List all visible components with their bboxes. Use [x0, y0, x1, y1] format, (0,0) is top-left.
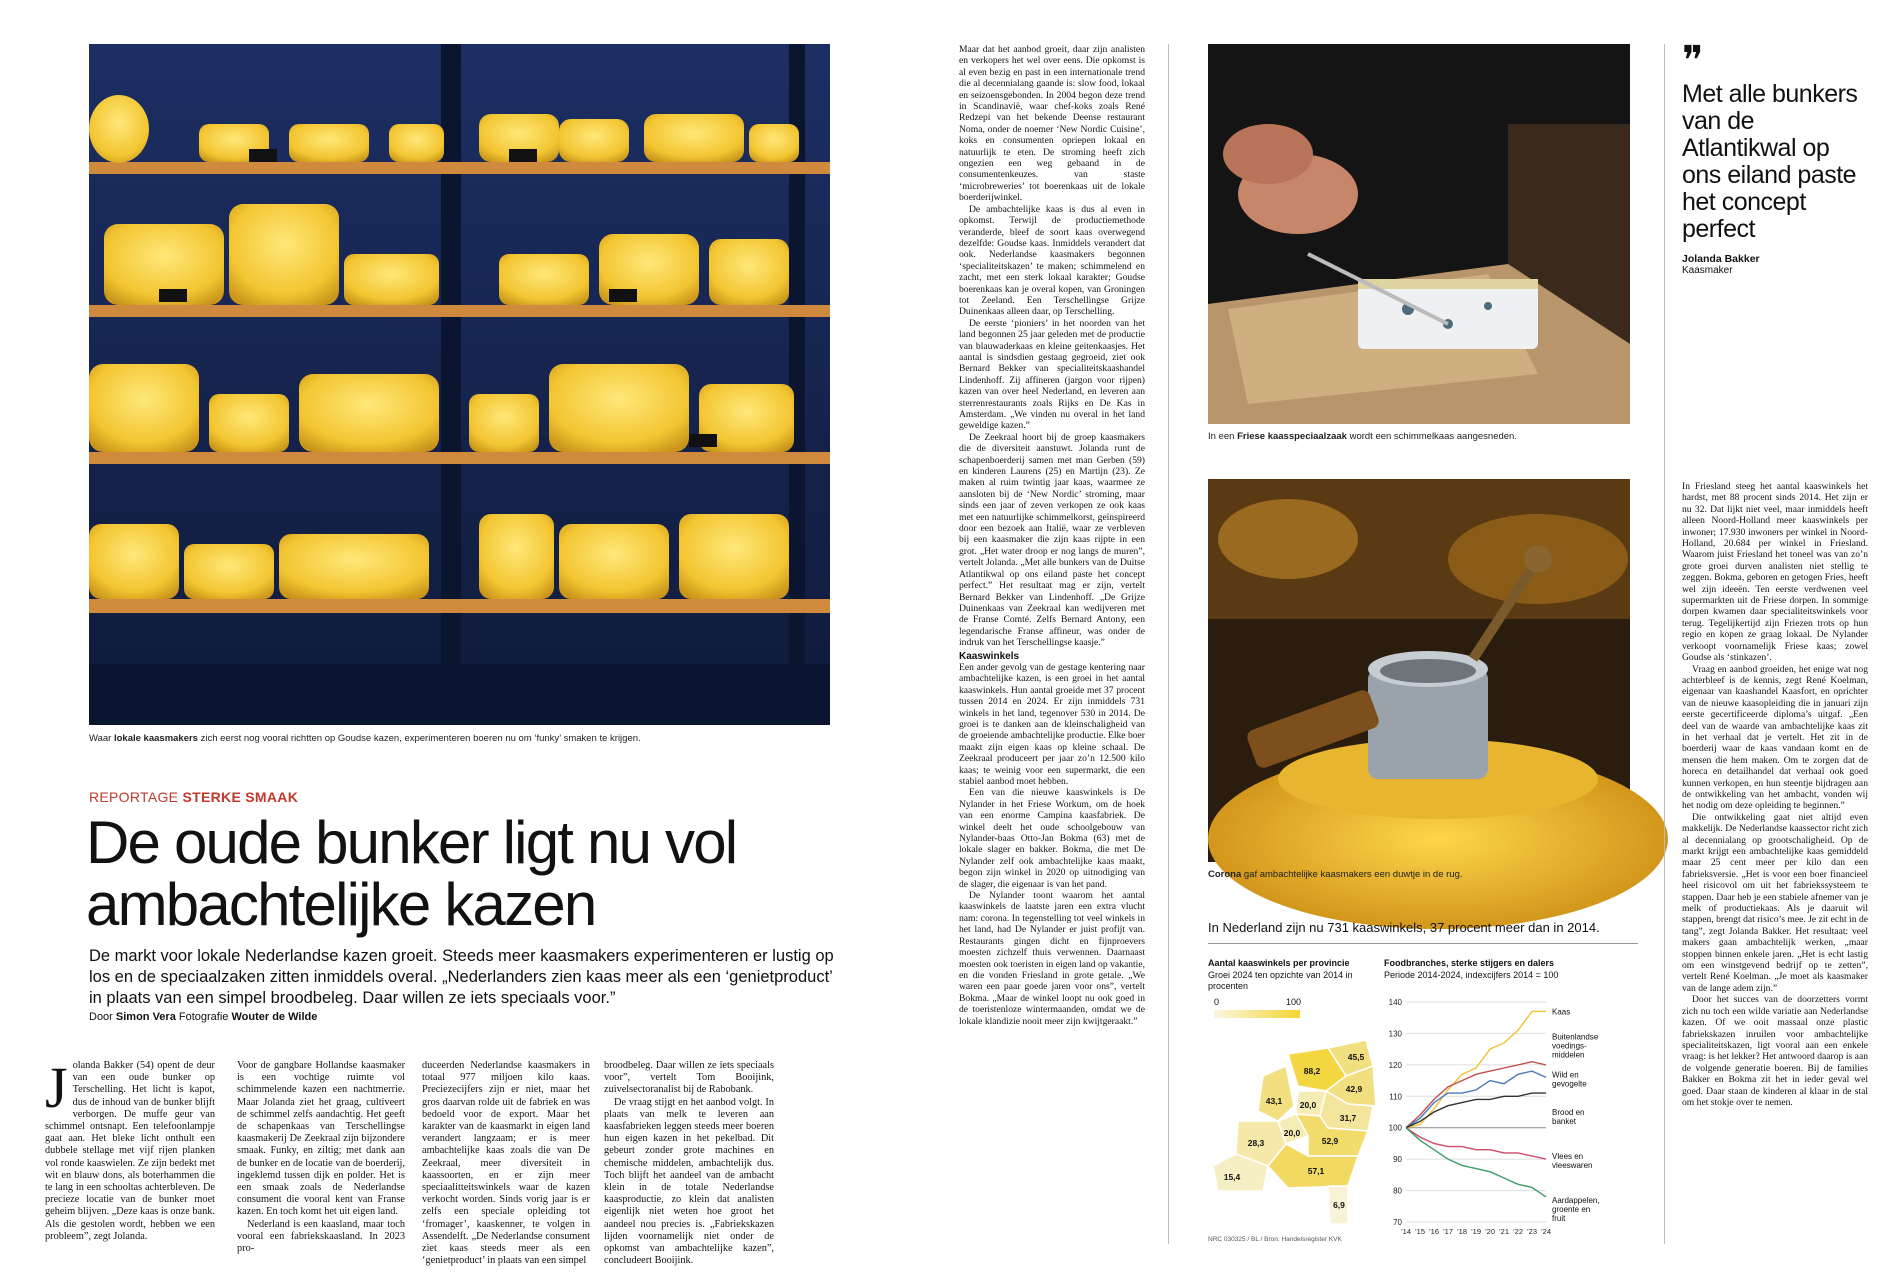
- series-label: Buitenlandse: [1552, 1032, 1599, 1042]
- paragraph: Maar dat het aanbod groeit, daar zijn analisten en verkopers het wel over eens. Die opkomst is al even bezig en past in een internationale trend die al decennialang gaande is: slow food, lokaal en seizoensgebonden. In 2004 begon deze trend in Scandinavië, waar chef-koks zoals René Redzepi van het bekende Deense restaurant Noma, onder de noemer ‘New Nordic Cuisine’, koks en consumenten opriepen lokaal en natuurlijk te eten. De stroming heeft zich ongezien een weg gebaand in de consumentenkeuzes. van staste ‘microbreweries’ tot boerenkaas uit de lokale boerderijwinkel.: [959, 44, 1145, 204]
- map-value: 20,0: [1283, 1128, 1301, 1138]
- paragraph: broodbeleg. Daar willen ze iets speciaals voor”, vertelt Tom Booijink, zuivelsectoranalist bij de Rabobank.: [604, 1060, 774, 1096]
- quote-name: Jolanda Bakker: [1682, 253, 1760, 265]
- scale-min-label: 0: [1214, 997, 1220, 1007]
- paragraph: De ambachtelijke kaas is dus al even in opkomst. Terwijl de productiemethode veranderde, bleef de soort kaas overwegend dezelfde: Goudse kaas. Inmiddels verandert dat ook. Nederlandse kaasmakers begonnen ‘specialiteitskazen’ te maken; schimmelend en zacht, met een sterk lokaal karakter; Goudse boerenkaas kan je overal kopen, van Groningen tot Zeeland. Een Terschellingse Grijze Duinenkaas alleen daar, op Terschelling.: [959, 203, 1145, 318]
- map-title: Aantal kaaswinkels per provincie: [1208, 958, 1350, 968]
- column-rule: [1664, 44, 1665, 1244]
- series-label: Aardappelen,: [1552, 1196, 1600, 1205]
- line-chart: [1384, 990, 1638, 1250]
- paragraph: duceerden Nederlandse kaasmakers in totaal 977 miljoen kilo kaas. Preciezecijfers zijn er niet, maar het gros daarvan rolde uit de fabriek en was bedoeld voor de export. Maar het karakter van de kaasmarkt in eigen land verandert langzaam; er is meer ambachtelijke kaas zoals die van De Zeekraal, meer diversiteit in kaassoorten, en er zijn meer speciaalitteitswinkels waar de kazen verkocht worden. Sinds vorig jaar is er zelfs een speciale opleiding tot ‘fromager’, kaaskenner, te volgen in Assendelft. „De Nederlandse consument ziet kaas steeds meer als een ‘genietproduct’ in plaats van een simpel: [422, 1060, 590, 1267]
- map-value: 28,3: [1247, 1138, 1265, 1148]
- kicker-section: REPORTAGE: [89, 789, 183, 805]
- main-photo: [89, 44, 830, 725]
- paragraph: De eerste ‘pioniers’ in het noorden van het land begonnen 25 jaar geleden met de productie van blauwaderkaas en kleine geitenkaasjes. Het aantal is sindsdien gestaag gegroeid, ziet ook Bernard Bekker van specialiteitskaashandel Lindenhoff. Zij affineren (jargon voor rijpen) kazen van over heel Nederland, en leveren aan sterrenrestaurants zoals Rijks en De Kas in Amsterdam. „We vinden nu overal in het land geweldige kazen.”: [959, 317, 1145, 432]
- headline-line2: ambachtelijke kazen: [86, 871, 596, 938]
- caption-bold: Friese kaasspeciaalzaak: [1237, 431, 1347, 442]
- photo-cheese-tool: [1208, 479, 1630, 862]
- body-column-2: [237, 1060, 405, 1255]
- infographic-source: NRC 030325 / BL / Bron: Handelsregister KVK: [1208, 1236, 1342, 1243]
- x-tick-label: ’21: [1498, 1227, 1510, 1236]
- caption-text: gaf ambachtelijke kaasmakers een duwtje in de rug.: [1241, 869, 1463, 880]
- infographic: [1208, 920, 1638, 1250]
- photo3-caption: [1208, 869, 1463, 881]
- quote-mark-icon: ❞: [1682, 38, 1704, 84]
- series-label: Kaas: [1552, 1007, 1571, 1017]
- caption-text: Waar: [89, 733, 114, 744]
- map-value: 6,9: [1333, 1200, 1345, 1210]
- x-tick-label: ’19: [1470, 1227, 1482, 1236]
- column-rule: [1168, 44, 1169, 1244]
- y-tick-label: 70: [1393, 1218, 1402, 1227]
- map-subtitle: Groei 2024 ten opzichte van 2014 in procenten: [1208, 970, 1353, 991]
- cheese-tool-illustration: [1208, 479, 1630, 862]
- paragraph: Die ontwikkeling gaat niet altijd even makkelijk. De Nederlandse kaassector richt zich al decennialang op grootschaligheid. Op de markt krijgt een ambachtelijke kaas gemiddeld maar 25 cent meer per kilo dan een fabrieksversie. „Het is voor een boer financieel heel risicovol om uit het fabriekssysteem te stappen. Daar heb je een stabiele afnemer van je melk of productiekaas. Als je daaruit wil stappen, brengt dat risico’s mee. Je zit echt in de tang”, zegt Jolanda Bakker. Het resultaat: veel makers gaan ambachtelijk werken, „maar stoppen binnen enkele jaren. „Het is echt lastig om een winstgevend bedrijf op te zetten”, vertelt René Koelman. „Je moet als kaasmaker van de lange adem zijn.”: [1682, 811, 1868, 994]
- map-value: 20,0: [1299, 1100, 1317, 1110]
- y-tick-label: 110: [1389, 1092, 1402, 1102]
- series-label: Wild en: [1552, 1070, 1579, 1080]
- kicker: [89, 789, 298, 805]
- intro: De markt voor lokale Nederlandse kazen groeit. Steeds meer kaasmakers experimenteren er lustig op los en de speciaalzaken zitten inmiddels overal. „Nederlanders zien kaas meer als een ‘genietproduct’ in plaats van een simpel broodbeleg. Daar willen ze iets speciaals voor.”: [89, 947, 834, 1007]
- paragraph: Een van die nieuwe kaaswinkels is De Nylander in het Friese Workum, om de hoek van een enorme Campina kaasfabriek. De winkel deelt het oude schoolgebouw van Nylander-baas Otto-Jan Bokma (63) met de lokale slager en bakker. Bokma, die met De Nylander zelf ook ambachtelijke kaas maakt, begon zijn winkel in 2020 op uitnodiging van de slager, die eigenaar is van het pand.: [959, 787, 1145, 890]
- byline-prefix: Door: [89, 1011, 116, 1023]
- series-label: middelen: [1552, 1050, 1585, 1060]
- quote-role: Kaasmaker: [1682, 265, 1733, 276]
- cheese-shelves-illustration: [89, 44, 830, 725]
- paragraph: Nederland is een kaasland, maar toch vooral een fabriekskaasland. In 2023 pro-: [237, 1218, 405, 1255]
- body-column-1: [45, 1055, 215, 1250]
- x-tick-label: ’15: [1414, 1227, 1426, 1236]
- map-value: 52,9: [1321, 1136, 1339, 1146]
- map-value: 43,1: [1265, 1096, 1283, 1106]
- body-column-5: [959, 44, 1145, 1244]
- province-noord-holland: [1258, 1066, 1294, 1121]
- headline: [86, 809, 846, 938]
- x-tick-label: ’23: [1526, 1227, 1538, 1236]
- x-tick-label: ’20: [1484, 1227, 1496, 1236]
- paragraph: Voor de gangbare Hollandse kaasmaker is een vochtige ruimte vol schimmelende kazen een nachtmerrie. Maar Jolanda ziet het graag, cultiveert de schimmel zelfs aandachtig. Het geeft de schapenkaas van Terschellingse kaasmakerij De Zeekraal zijn bijzondere smaak. Funky, en ziltig; met dank aan de bunker en de locatie van de boerderij, ingeklemd tussen dijk en polder. Het is een smaak zoals de Nederlandse consument die vooral kent van Franse kazen. En toch komt het uit eigen land.: [237, 1060, 405, 1218]
- series-label: vleeswaren: [1552, 1161, 1593, 1170]
- body-column-7: [1682, 481, 1868, 1251]
- series-label: gevogelte: [1552, 1079, 1587, 1089]
- province-map: [1208, 996, 1380, 1226]
- paragraph: De Zeekraal hoort bij de groep kaasmakers die de diversiteit aanstuwt. Jolanda runt de schapenboerderij samen met man Gerben (59) en kinderen Laurens (25) en Martijn (23). Ze maken al ruim twintig jaar kaas, waarmee ze aansloten bij de ‘New Nordic’ stroming, maar sinds een jaar of zeven verkopen ze ook kaas met een natuurlijke schimmelkorst, geïnspireerd door een bezoek aan Italië, waar ze verbleven bij een kaasmaker die zijn kaas rijpte in een grot. „Het water droop er nog langs de muren”, vertelt Jolanda. „Met alle bunkers van de Duitse Atlantikwal op ons eiland paste het concept perfect.” Het resultaat mag er zijn, vertelt Bernard Bekker van Lindenhoff. „De Grijze Duinenkaas van Zeekraal kan wedijveren met de Franse Comté. Zelfs Bernard Antony, een legendarische Franse affineur, was onder de indruk van het Terschellingse kaasje.”: [959, 431, 1145, 649]
- photo-cutting-cheese: [1208, 44, 1630, 424]
- cutting-cheese-illustration: [1208, 44, 1630, 424]
- series-label: Brood en: [1552, 1108, 1585, 1117]
- series-label: Vlees en: [1552, 1152, 1584, 1161]
- infographic-title: In Nederland zijn nu 731 kaaswinkels, 37 procent meer dan in 2014.: [1208, 920, 1638, 944]
- series-label: voedings-: [1552, 1041, 1587, 1051]
- map-value: 42,9: [1345, 1084, 1363, 1094]
- map-value: 57,1: [1307, 1166, 1325, 1176]
- paragraph: Door het succes van de doorzetters vormt zich nu toch een wilde variatie aan Nederlandse kazen. Of we ooit massaal onze plastic fabriekskazen inruilen voor ambachtelijke specialiteitskazen, ligt vooral aan een enkele vraag: is het lekker? Het antwoord daarop is aan de volgende generatie boeren. Bij de families Bakker en Bokma zit het in ieder geval wel goed. Daar staan de kinderen al klaar in de stal om het stokje over te nemen.: [1682, 994, 1868, 1108]
- body-column-4: [604, 1060, 774, 1267]
- x-tick-label: ’16: [1428, 1227, 1440, 1236]
- map-value: 45,5: [1347, 1052, 1365, 1062]
- quote-text: Met alle bunkers van de Atlantikwal op ons eiland paste het concept perfect: [1682, 80, 1858, 243]
- caption-text: zich eerst nog vooral richtten op Goudse kazen, experimenteren boeren nu om ‘funky’ smaken te krijgen.: [197, 733, 641, 744]
- scale-max-label: 100: [1286, 997, 1302, 1007]
- paragraph: De vraag stijgt en het aanbod volgt. In plaats van melk te leveren aan kaasfabrieken leggen steeds meer boeren hun eigen kazen in het pekelbad. Dit gebeurt zonder grote machines en chemische middelen, ambachtelijk dus. Toch blijft het aandeel van de ambacht klein in de totale Nederlandse kaasproductie, zo klein dat analisten eigenlijk niet weten hoe groot het aandeel nou precies is. „Fabriekskazen lijden voornamelijk niet onder de opkomst van ambachtelijke kazen”, concludeert Booijink.: [604, 1096, 774, 1267]
- x-tick-label: ’22: [1512, 1227, 1524, 1236]
- chart-title: Foodbranches, sterke stijgers en dalers: [1384, 958, 1555, 968]
- y-tick-label: 140: [1388, 998, 1402, 1007]
- map-value: 15,4: [1223, 1172, 1241, 1182]
- headline-line1: De oude bunker ligt nu vol: [86, 809, 737, 876]
- series-line: [1406, 1128, 1546, 1197]
- y-tick-label: 90: [1393, 1155, 1402, 1165]
- map-value: 88,2: [1303, 1066, 1321, 1076]
- y-tick-label: 120: [1388, 1060, 1402, 1070]
- paragraph: olanda Bakker (54) opent de deur van een oude bunker op Terschelling. Het licht is kapot, dus de inhoud van de bunker blijft verborgen. De muffe geur van schimmel ontsnapt. Een telefoonlampje gaat aan. Het bleke licht onthult een dubbele stellage met vijf rijen planken vol ronde kaaswielen. Ze zijn bedekt met wit en blauw dons, als boterhammen die te lang in een schooltas achterbleven. De precieze locatie van de bunker moet geheim blijven. „Deze kaas is onze bank. Als die gestolen wordt, hebben we een probleem”, zegt Jolanda.: [45, 1060, 215, 1242]
- main-photo-caption: [89, 733, 641, 745]
- pull-quote: [1682, 38, 1867, 276]
- section-heading: Kaaswinkels: [959, 650, 1020, 662]
- x-tick-label: ’18: [1456, 1227, 1468, 1236]
- kicker-topic: STERKE SMAAK: [182, 789, 299, 805]
- x-tick-label: ’14: [1400, 1227, 1412, 1236]
- body-column-3: [422, 1060, 590, 1267]
- dropcap: J: [45, 1055, 68, 1120]
- series-label: groente en: [1552, 1205, 1591, 1214]
- x-tick-label: ’24: [1540, 1227, 1552, 1236]
- chart-subtitle: Periode 2014-2024, indexcijfers 2014 = 100: [1384, 970, 1559, 980]
- caption-bold: lokale kaasmakers: [113, 733, 198, 744]
- series-line: [1406, 1128, 1546, 1159]
- paragraph: In Friesland steeg het aantal kaaswinkels het hardst, met 88 procent sinds 2014. Het zijn er nu 32. Dat lijkt niet veel, maar inmiddels heeft alleen Noord-Holland meer kaaswinkels per inwoner; 17.930 inwoners per winkel in Noord-Holland, 20.684 per winkel in Friesland. Waarom juist Friesland het toneel was van zo’n grote groei durven analisten niet stellig te zeggen. Bokma, geboren en getogen Fries, heeft wel zijn ideeën. Ten eerste verdwenen veel supermarkten uit de Friese dorpen. In sommige dorpen kwamen daar specialiteitswinkels voor terug. Tegelijkertijd zijn Friezen trots op hun regio en kopen ze graag lokaal. De Nylander verkoopt voornamelijk Friese kaas; zowel Goudse als ‘stinkazen’.: [1682, 481, 1868, 664]
- photo2-caption: [1208, 431, 1517, 443]
- byline-author: Simon Vera: [115, 1011, 176, 1023]
- y-tick-label: 80: [1393, 1186, 1402, 1196]
- paragraph: Vraag en aanbod groeiden, het enige wat nog achterbleef is de kennis, zegt René Koelman, eigenaar van kaashandel Kaasfort, en oprichter van de nieuwe kaasopleiding die in januari zijn eerste gecertificeerde diploma’s uitgaf. „Een deel van de waarde van ambachtelijke kaas zit in het verhaal dat je vertelt. Het zit in de boerderij waar de kaas vandaan komt en de mensen die hem maken. Om te zorgen dat de horeca en detailhandel dat verhaal ook goed kunnen verkopen, en hun steentje bijdragen aan de ontwikkeling van het ambacht, vonden wij het nodig om deze opleiding te beginnen.”: [1682, 663, 1868, 812]
- y-tick-label: 100: [1388, 1123, 1402, 1133]
- map-value: 31,7: [1339, 1113, 1357, 1123]
- color-scale-bar: [1214, 1010, 1300, 1018]
- caption-bold: Corona: [1208, 869, 1242, 880]
- caption-text: In een: [1208, 431, 1238, 442]
- series-label: banket: [1552, 1117, 1577, 1126]
- caption-text: wordt een schimmelkaas aangesneden.: [1346, 431, 1517, 442]
- paragraph: De Nylander toont waarom het aantal kaaswinkels de laatste jaren een extra vlucht nam: corona. In tegenstelling tot veel winkels in het land, had De Nylander er juist profijt van. Restaurants gingen dicht en fijnproevers moesten zichzelf thuis verwennen. Daarnaast moesten ook toeristen in eigen land op vakantie, en die vonden Friesland in grote getale. „We waren een paar goede jaren voor ons”, vertelt Bokma. „Maar de winkel loopt nu ook goed in de toeristenloze wintermaanden, omdat we de lokale klandizie nooit meer zijn kwijtgeraakt.”: [959, 890, 1145, 1027]
- series-label: fruit: [1552, 1214, 1566, 1223]
- byline-photo-prefix: Fotografie: [175, 1011, 232, 1023]
- y-tick-label: 130: [1388, 1029, 1402, 1039]
- byline-photographer: Wouter de Wilde: [231, 1011, 318, 1023]
- paragraph: Een ander gevolg van de gestage kentering naar ambachtelijke kazen, is een groei in het aantal kaaswinkels. Hun aantal groeide met 37 procent tussen 2014 en 2024. Er zijn inmiddels 731 winkels in het land, tegenover 530 in 2014. De groei is te danken aan de kleinschaligheid van de groeiende ambachtelijke productie. Elke boer maakt zijn eigen kaas op kleine schaal. De Zeekraal produceert per jaar zo’n 12.500 kilo kaas; te weinig voor een supermarkt, die een stabiel aanbod moet hebben.: [959, 661, 1145, 787]
- x-tick-label: ’17: [1442, 1227, 1454, 1236]
- byline: [89, 1011, 317, 1023]
